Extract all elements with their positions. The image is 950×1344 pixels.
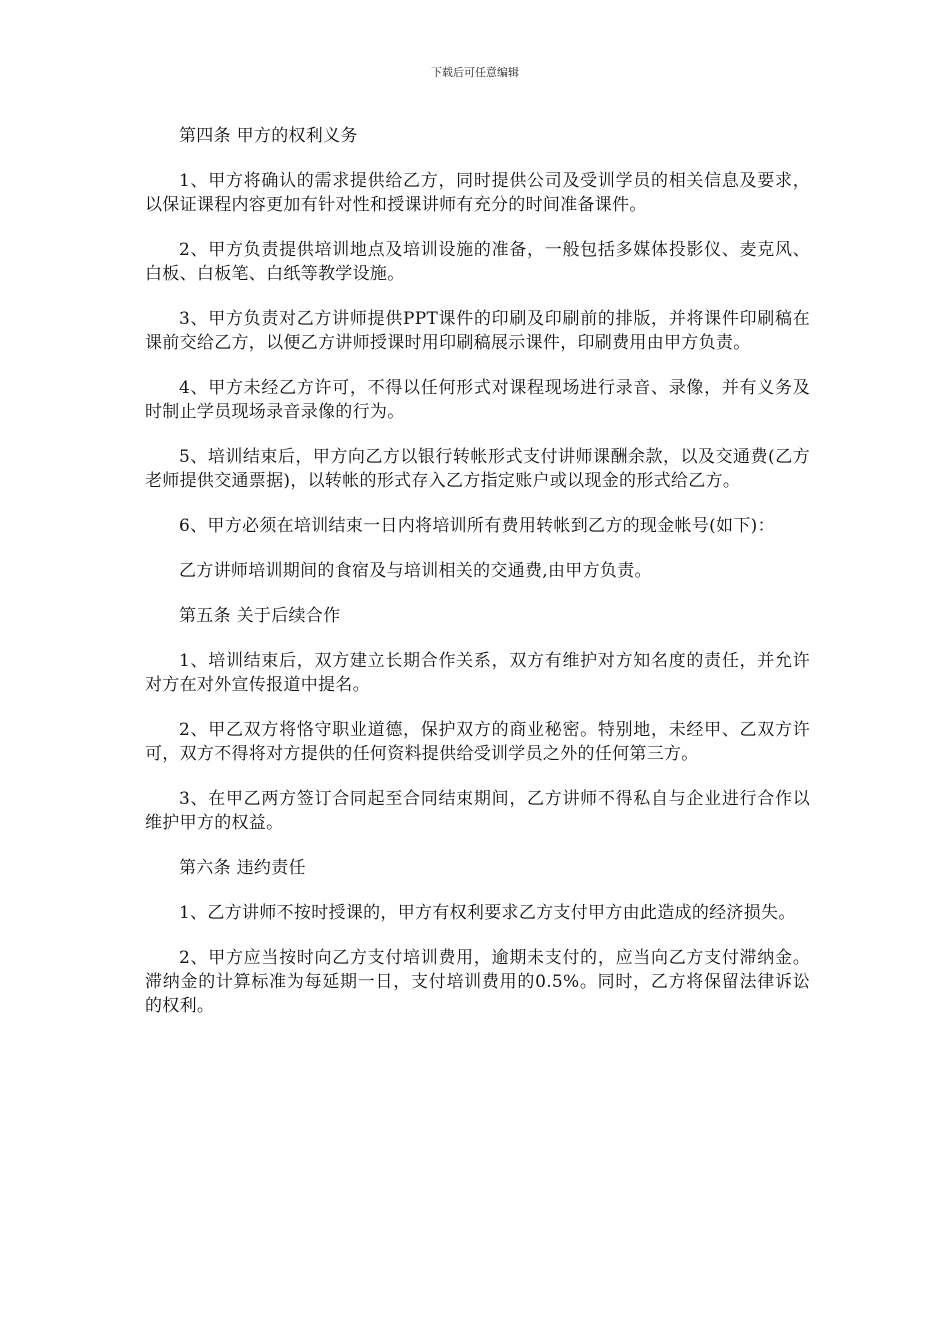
section-heading-6: 第六条 违约责任 (179, 858, 306, 878)
paragraph: 乙方讲师培训期间的食宿及与培训相关的交通费,由甲方负责。 (179, 561, 652, 581)
paragraph: 1、甲方将确认的需求提供给乙方，同时提供公司及受训学员的相关信息及要求，以保证课程内容更加有针对性和授课讲师有充分的时间准备课件。 (145, 171, 810, 215)
section-heading-4: 第四条 甲方的权利义务 (179, 126, 358, 146)
paragraph: 4、甲方未经乙方许可，不得以任何形式对课程现场进行录音、录像，并有义务及时制止学员现场录音录像的行为。 (145, 378, 810, 422)
paragraph: 3、甲方负责对乙方讲师提供PPT课件的印刷及印刷前的排版，并将课件印刷稿在课前交给乙方，以便乙方讲师授课时用印刷稿展示课件，印刷费用由甲方负责。 (145, 309, 810, 353)
paragraph: 2、甲方负责提供培训地点及培训设施的准备，一般包括多媒体投影仪、麦克风、白板、白板笔、白纸等教学设施。 (145, 240, 810, 284)
paragraph: 3、在甲乙两方签订合同起至合同结束期间，乙方讲师不得私自与企业进行合作以维护甲方的权益。 (145, 789, 810, 833)
paragraph: 2、甲方应当按时向乙方支付培训费用，逾期未支付的，应当向乙方支付滞纳金。滞纳金的计算标准为每延期一日，支付培训费用的0.5%。同时，乙方将保留法律诉讼的权利。 (145, 948, 810, 1016)
paragraph: 1、培训结束后，双方建立长期合作关系，双方有维护对方知名度的责任，并允许对方在对外宣传报道中提名。 (145, 651, 810, 695)
document-body (145, 124, 810, 1039)
section-heading-5: 第五条 关于后续合作 (179, 606, 341, 626)
paragraph: 1、乙方讲师不按时授课的，甲方有权利要求乙方支付甲方由此造成的经济损失。 (179, 903, 796, 923)
paragraph: 5、培训结束后，甲方向乙方以银行转帐形式支付讲师课酬余款，以及交通费(乙方老师提供交通票据)，以转帐的形式存入乙方指定账户或以现金的形式给乙方。 (145, 447, 810, 491)
paragraph: 2、甲乙双方将恪守职业道德，保护双方的商业秘密。特别地，未经甲、乙双方许可，双方不得将对方提供的任何资料提供给受训学员之外的任何第三方。 (145, 720, 810, 764)
paragraph: 6、甲方必须在培训结束一日内将培训所有费用转帐到乙方的现金帐号(如下)： (179, 516, 775, 536)
header-note: 下载后可任意编辑 (431, 66, 519, 79)
